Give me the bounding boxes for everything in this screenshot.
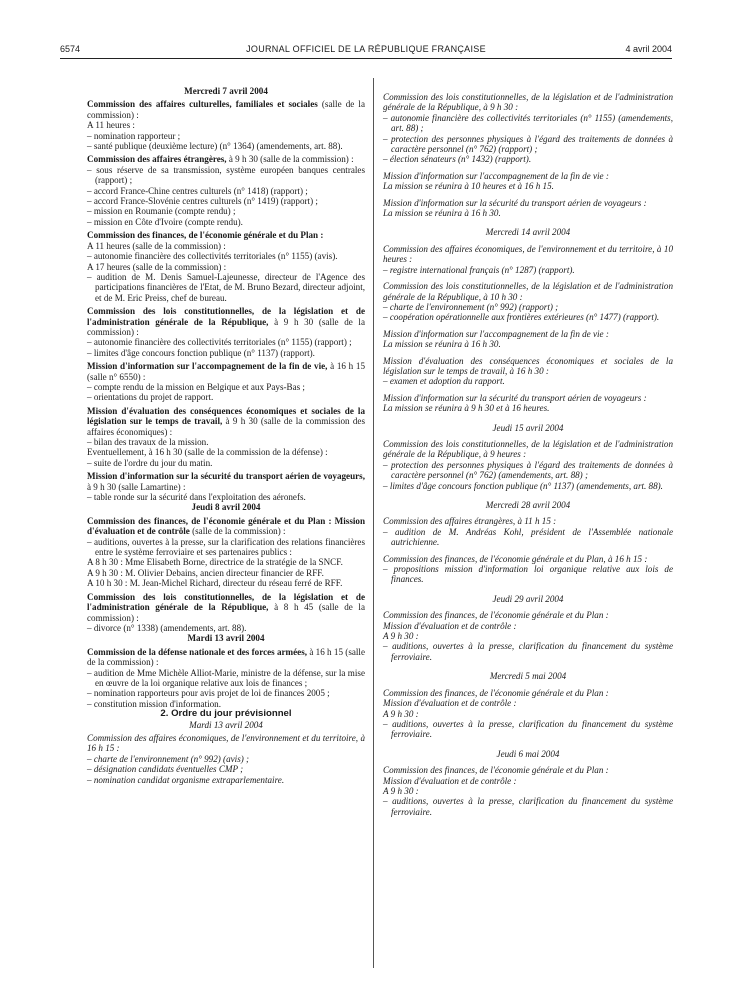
session-details: à 9 h 30 (salle de la commission) : <box>87 316 365 337</box>
session-time: A 11 heures (salle de la commission) : <box>87 240 226 251</box>
session-heading <box>87 154 365 164</box>
session-time: A 17 heures (salle de la commission) : <box>87 261 227 272</box>
committee-name: Commission des lois constitutionnelles, de la législation et de l'administration générale de la République, <box>87 591 365 613</box>
committee-name: Commission des finances, de l'économie générale et du Plan : <box>87 230 324 241</box>
session-heading: Mission d'évaluation des conséquences économiques et sociales de la législation sur le temps de travail, à 16 h 30 : <box>383 355 673 376</box>
session-heading <box>87 406 365 437</box>
agenda-item: – protection des personnes physiques à l'égard des traitements de données à caractère personnel (n° 762) (amendements, art. 88) ; <box>383 459 673 481</box>
session-time: La mission se réunira à 16 h 30. <box>383 208 501 219</box>
agenda-item: – auditions, ouvertes à la presse, sur la clarification des relations financières entre le système ferroviaire et ses partenaires publics : <box>87 536 365 558</box>
session-heading: Commission des affaires économiques, de l'environnement et du territoire, à 16 h 15 : <box>87 732 365 754</box>
agenda-item: – registre international français (n° 1287) (rapport). <box>383 264 575 275</box>
date-heading: Jeudi 29 avril 2004 <box>492 593 564 604</box>
header-rule <box>60 58 672 59</box>
agenda-item: – audition de Mme Michèle Alliot-Marie, ministre de la défense, sur la mise en œuvre de la loi organique relative aux lois de finances ; <box>87 667 365 688</box>
session-time: La mission se réunira à 9 h 30 et à 16 heures. <box>383 403 550 414</box>
agenda-item: – mission en Côte d'Ivoire (compte rendu). <box>87 216 243 227</box>
session-time: A 9 h 30 : <box>383 785 419 796</box>
agenda-item: – auditions, ouvertes à la presse, clarification du financement du système ferroviaire. <box>383 796 673 817</box>
agenda-item: – autonomie financière des collectivités territoriales (n° 1155) (rapport) ; <box>87 337 352 348</box>
agenda-item: – examen et adoption du rapport. <box>383 376 505 387</box>
agenda-item: – charte de l'environnement (n° 992) (rapport) ; <box>383 301 559 312</box>
agenda-item: – bilan des travaux de la mission. <box>87 437 209 447</box>
session-time: A 8 h 30 : Mme Elisabeth Borne, directrice de la stratégie de la SNCF. <box>87 557 343 568</box>
agenda-item: – divorce (n° 1338) (amendements, art. 88). <box>87 622 247 633</box>
session-heading <box>87 230 365 240</box>
page-number: 6574 <box>60 44 81 54</box>
date-heading: Mercredi 28 avril 2004 <box>485 500 571 510</box>
session-time: Mission d'évaluation et de contrôle : <box>383 775 517 786</box>
committee-name: Commission de la défense nationale et des forces armées, <box>87 646 308 657</box>
session-time: La mission se réunira à 16 h 30. <box>383 339 501 350</box>
session-heading <box>87 647 365 668</box>
session-time: A 9 h 30 : <box>383 708 419 719</box>
session-time: Eventuellement, à 16 h 30 (salle de la commission de la défense) : <box>87 447 328 458</box>
agenda-item: – autonomie financière des collectivités territoriales (n° 1155) (avis). <box>87 251 338 262</box>
session-time: A 11 heures : <box>87 120 135 131</box>
session-details: à 16 h 15 (salle n° 6550) : <box>87 361 365 382</box>
agenda-item: – mission en Roumanie (compte rendu) ; <box>87 206 236 217</box>
session-time: A 10 h 30 : M. Jean-Michel Richard, directeur du réseau ferré de RFF. <box>87 578 343 589</box>
committee-name: Commission des affaires étrangères, <box>87 154 227 165</box>
session-heading: Commission des lois constitutionnelles, de la législation et de l'administration générale de la République, à 9 heures : <box>383 438 673 460</box>
date-heading: Jeudi 6 mai 2004 <box>496 748 560 759</box>
agenda-item: – nomination rapporteur ; <box>87 130 181 141</box>
agenda-item: – constitution mission d'information. <box>87 698 221 709</box>
session-heading <box>87 306 365 337</box>
agenda-item: – nomination candidat organisme extraparlementaire. <box>87 774 285 785</box>
agenda-item: – limites d'âge concours fonction publique (n° 1137) (rapport). <box>87 347 315 358</box>
session-time: La mission se réunira à 10 heures et à 16 h 15. <box>383 181 554 192</box>
agenda-item: – propositions mission d'information loi organique relative aux lois de finances. <box>383 564 673 585</box>
date-heading: Jeudi 8 avril 2004 <box>191 502 261 513</box>
session-heading: Mission d'information sur la sécurité du transport aérien de voyageurs : <box>383 392 647 403</box>
committee-name: Mission d'information sur l'accompagnement de la fin de vie, <box>87 361 328 372</box>
session-details: à 16 h 15 (salle de la commission) : <box>87 646 365 668</box>
agenda-item: – nomination rapporteurs pour avis projet de loi de finances 2005 ; <box>87 688 330 699</box>
agenda-item: – désignation candidats éventuelles CMP ; <box>87 764 244 775</box>
agenda-item: – table ronde sur la sécurité dans l'exploitation des aéronefs. <box>87 492 306 503</box>
session-heading: Commission des lois constitutionnelles, de la législation et de l'administration générale de la République, à 10 h 30 : <box>383 281 673 302</box>
date-heading: Jeudi 15 avril 2004 <box>492 422 564 433</box>
agenda-item: – coopération opérationnelle aux frontières extérieures (n° 1477) (rapport). <box>383 312 660 323</box>
agenda-item: – audition de M. Andréas Kohl, président de l'Assemblée nationale autrichienne. <box>383 526 673 548</box>
agenda-item: – santé publique (deuxième lecture) (n° 1364) (amendements, art. 88). <box>87 141 343 152</box>
agenda-item: – auditions, ouvertes à la presse, clarification du financement du système ferroviaire. <box>383 718 673 740</box>
session-heading <box>87 471 365 492</box>
agenda-item: – suite de l'ordre du jour du matin. <box>87 457 213 468</box>
left-column <box>87 86 365 785</box>
date-heading: Mercredi 7 avril 2004 <box>184 86 268 96</box>
committee-name: Commission des affaires culturelles, familiales et sociales <box>87 99 318 110</box>
session-heading: Commission des affaires économiques, de l'environnement et du territoire, à 10 heures : <box>383 243 673 265</box>
session-heading: Commission des finances, de l'économie générale et du Plan, à 16 h 15 : <box>383 553 648 564</box>
journal-title: JOURNAL OFFICIEL DE LA RÉPUBLIQUE FRANÇAISE <box>246 44 486 54</box>
agenda-item: – protection des personnes physiques à l'égard des traitements de données à caractère personnel (n° 762) (rapport) ; <box>383 133 673 155</box>
agenda-item: – compte rendu de la mission en Belgique et aux Pays-Bas ; <box>87 381 305 392</box>
session-time: A 9 h 30 : <box>383 631 419 642</box>
date-heading: Mercredi 5 mai 2004 <box>489 671 567 682</box>
session-heading <box>87 516 365 537</box>
session-heading: Commission des finances, de l'économie générale et du Plan : <box>383 687 609 698</box>
agenda-item: – auditions, ouvertes à la presse, clarification du financement du système ferroviaire. <box>383 641 673 662</box>
session-heading: Commission des lois constitutionnelles, de la législation et de l'administration générale de la République, à 9 h 30 : <box>383 92 673 113</box>
column-divider <box>373 78 374 968</box>
committee-name: Commission des finances, de l'économie générale et du Plan : Mission d'évaluation et de contrôle <box>87 515 365 537</box>
session-heading: Commission des finances, de l'économie générale et du Plan : <box>383 610 609 621</box>
agenda-item: – audition de M. Denis Samuel-Lajeunesse, directeur de l'Agence des participations financières de l'Etat, de M. Bruno Bezard, directeur adjoint, et de M. Eric Preiss, chef de bureau. <box>87 271 365 303</box>
right-column <box>383 86 673 817</box>
session-heading <box>87 361 365 382</box>
agenda-item: – sous réserve de sa transmission, système européen banques centrales (rapport) ; <box>87 164 365 186</box>
session-heading <box>87 99 365 120</box>
session-heading: Commission des finances, de l'économie générale et du Plan : <box>383 765 609 776</box>
agenda-item: – charte de l'environnement (n° 992) (avis) ; <box>87 753 250 764</box>
agenda-item: – limites d'âge concours fonction publique (n° 1137) (amendements, art. 88). <box>383 480 663 491</box>
agenda-item: – accord France-Slovénie centres culturels (n° 1419) (rapport) ; <box>87 196 318 207</box>
agenda-item: – élection sénateurs (n° 1432) (rapport). <box>383 154 532 165</box>
agenda-item: – autonomie financière des collectivités territoriales (n° 1155) (amendements, art. 88) ; <box>383 112 673 134</box>
date-heading: Mercredi 14 avril 2004 <box>485 227 571 238</box>
session-time: Mission d'évaluation et de contrôle : <box>383 698 517 709</box>
session-details: à 8 h 45 (salle de la commission) : <box>87 602 365 623</box>
date-heading: Mardi 13 avril 2004 <box>189 719 263 730</box>
session-details: (salle de la commission) : <box>87 99 365 120</box>
section-heading: 2. Ordre du jour prévisionnel <box>160 708 292 720</box>
session-heading: Mission d'information sur l'accompagnement de la fin de vie : <box>383 170 609 181</box>
session-heading: Mission d'information sur la sécurité du transport aérien de voyageurs : <box>383 197 647 208</box>
session-details: (salle de la commission) : <box>189 526 286 537</box>
session-heading: Commission des affaires étrangères, à 11 h 15 : <box>383 516 557 527</box>
session-details: à 9 h 30 (salle de la commission) : <box>226 154 354 165</box>
date-heading: Mardi 13 avril 2004 <box>187 633 265 644</box>
agenda-item: – orientations du projet de rapport. <box>87 392 214 403</box>
committee-name: Commission des lois constitutionnelles, de la législation et de l'administration générale de la République, <box>87 306 365 327</box>
committee-name: Mission d'évaluation des conséquences économiques et sociales de la législation sur le temps de travail, <box>87 405 365 427</box>
session-heading: Mission d'information sur l'accompagnement de la fin de vie : <box>383 328 609 339</box>
session-time: A 9 h 30 : M. Olivier Debains, ancien directeur financier de RFF. <box>87 567 324 578</box>
session-details: à 9 h 30 (salle de la commission des affaires économiques) : <box>87 416 365 437</box>
issue-date: 4 avril 2004 <box>625 44 672 54</box>
session-time: Mission d'évaluation et de contrôle : <box>383 620 517 631</box>
session-heading <box>87 592 365 623</box>
committee-name: Mission d'information sur la sécurité du transport aérien de voyageurs, <box>87 471 365 482</box>
agenda-item: – accord France-Chine centres culturels (n° 1418) (rapport) ; <box>87 185 308 196</box>
running-header <box>60 44 672 58</box>
session-details: à 9 h 30 (salle Lamartine) : <box>87 481 186 492</box>
